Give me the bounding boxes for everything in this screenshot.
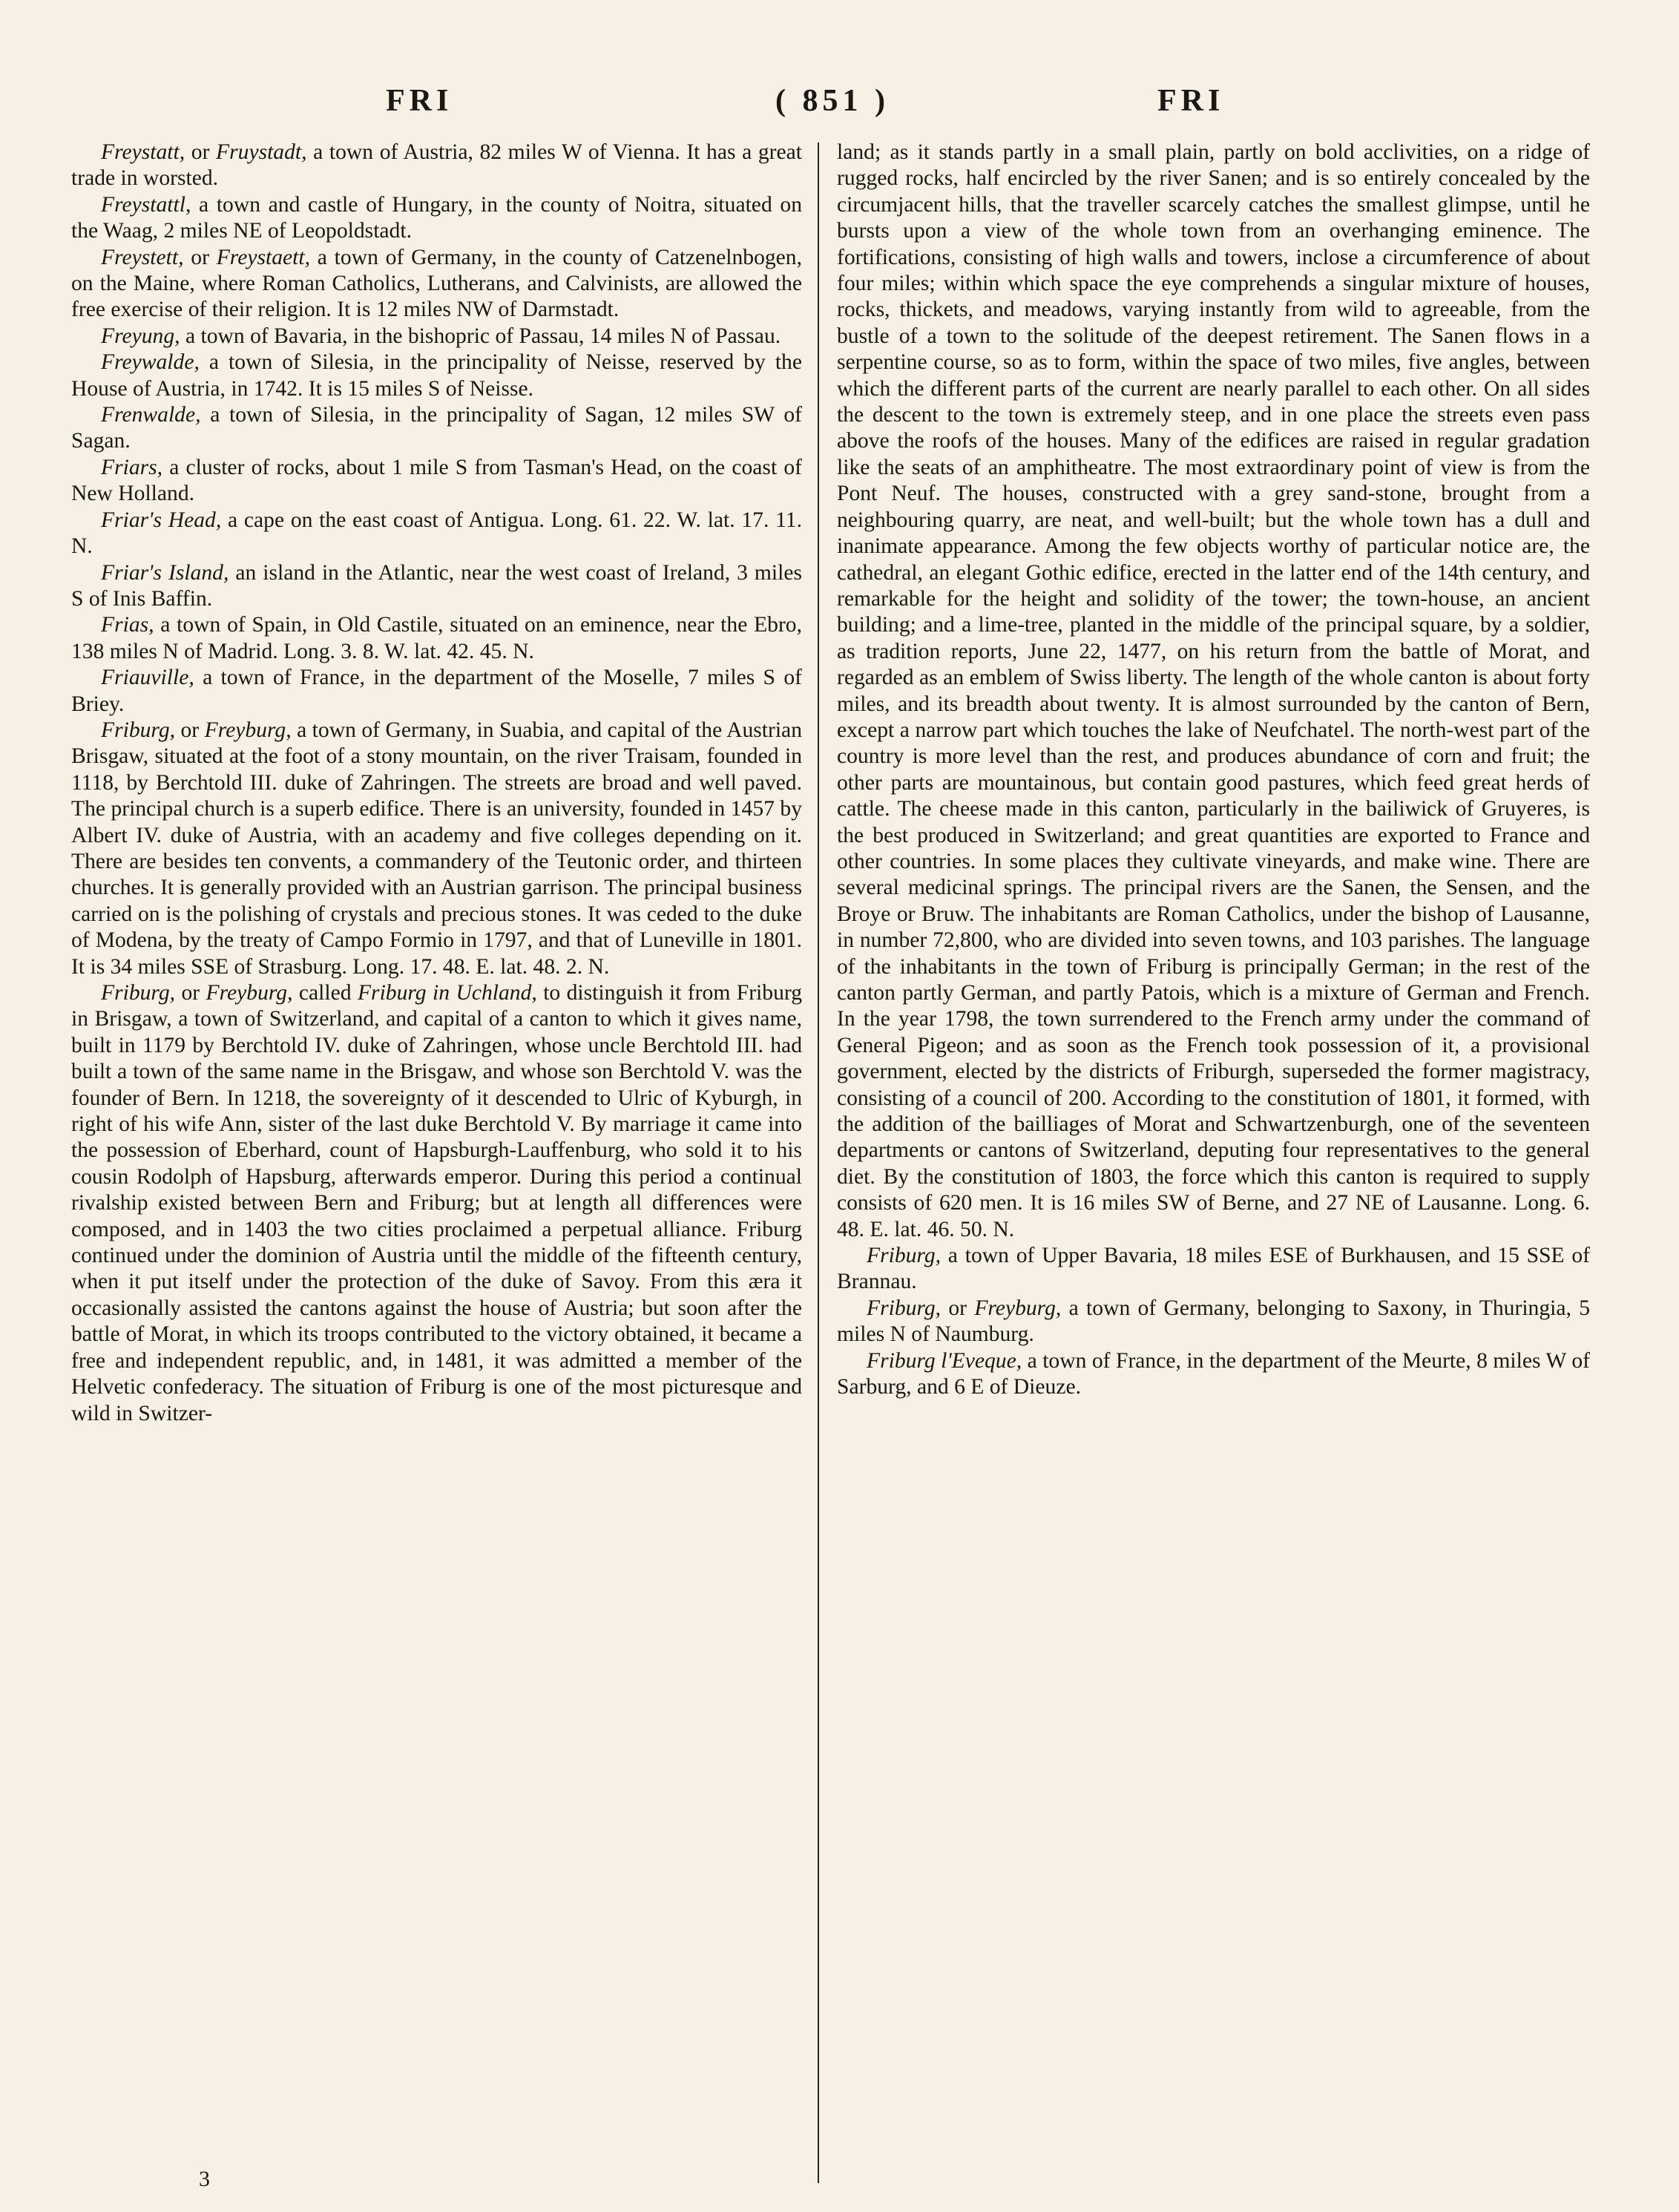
gazetteer-entry	[837, 1348, 1590, 1401]
entry-headword: Friburg,	[867, 1244, 942, 1268]
gazetteer-entry	[71, 455, 802, 508]
entry-headword: Friars,	[101, 455, 163, 479]
entry-text: or	[175, 981, 206, 1005]
entry-text: a town of France, in the department of the Meurte, 8 miles W of Sarburg, and 6 E of Dieuze.	[837, 1348, 1590, 1399]
entry-headword: Freystattl,	[101, 192, 191, 217]
signature-mark: 3	[199, 2167, 210, 2191]
entry-headword: Friburg in Uchland,	[357, 981, 537, 1005]
entry-text: a town of Silesia, in the principality of Sagan, 12 miles SW of Sagan.	[71, 403, 802, 453]
entry-text: a cape on the east coast of Antigua. Long. 61. 22. W. lat. 17. 11. N.	[71, 508, 802, 559]
entry-headword: Freyburg,	[206, 981, 293, 1005]
entry-text: a town of France, in the department of the Moselle, 7 miles S of Briey.	[71, 666, 802, 716]
gazetteer-entry	[837, 140, 1590, 1243]
entry-text: a town of Germany, belonging to Saxony, in Thuringia, 5 miles N of Naumburg.	[837, 1296, 1590, 1347]
entry-text: or	[185, 140, 217, 164]
gazetteer-entry	[71, 192, 802, 245]
entry-headword: Friburg l'Eveque,	[867, 1348, 1022, 1373]
header-right-keyword: FRI	[1157, 84, 1225, 118]
entry-text: land; as it stands partly in a small plain, partly on bold acclivities, on a ridge of rugged rocks, half encircled by the river Sanen; and is so entirely concealed by the circumjacent hills, that the traveller scarcely catches the smallest glimpse, until he bursts upon a view of the whole town from an overhanging eminence. The fortifications, consisting of high walls and towers, inclose a circumference of about four miles; within which space the eye comprehends a singular mixture of houses, rocks, thickets, and meadows, varying instantly from wild to agreeable, from the bustle of a town to the solitude of the deepest retirement. The Sanen flows in a serpentine course, so as to form, within the space of two miles, five angles, between which the different parts of the current are nearly parallel to each other. On all sides the descent to the town is extremely steep, and in one place the streets even pass above the roofs of the houses. Many of the edifices are raised in regular gradation like the seats of an amphitheatre. The most extraordinary point of view is from the Pont Neuf. The houses, constructed with a grey sand-stone, brought from a neighbouring quarry, are neat, and well-built; but the whole town has a dull and inanimate appearance. Among the few objects worthy of particular notice are, the cathedral, an elegant Gothic edifice, erected in the latter end of the 14th century, and remarkable for the height and solidity of the tower; the town-house, an ancient building; and a lime-tree, planted in the middle of the principal square, by a soldier, as tradition reports, June 22, 1477, on his return from the battle of Morat, and regarded as an emblem of Swiss liberty. The length of the whole canton is about forty miles, and its breadth about twenty. It is almost surrounded by the canton of Bern, except a narrow part which touches the lake of Neufchatel. The north-west part of the country is more level than the rest, and produces abundance of corn and fruit; the other parts are mountainous, but contain good pastures, which feed great herds of cattle. The cheese made in this canton, particularly in the bailiwick of Gruyeres, is the best produced in Switzerland; and great quantities are exported to France and other countries. In some places they cultivate vineyards, and make wine. There are several medicinal springs. The principal rivers are the Sanen, the Sensen, and the Broye or Bruw. The inhabitants are Roman Catholics, under the bishop of Lausanne, in number 72,800, who are divided into seven towns, and 103 parishes. The language of the inhabitants in the town of Friburg is principally German; in the rest of the canton partly German, and partly Patois, which is a mixture of German and French. In the year 1798, the town surrendered to the French army under the command of General Pigeon; and as soon as the French took possession of it, a provisional government, elected by the districts of Friburgh, superseded the former magistracy, consisting of a council of 200. According to the constitution of 1801, it formed, with the addition of the bailliages of Morat and Schwartzenburgh, one of the seventeen departments or cantons of Switzerland, deputing four representatives to the general diet. By the constitution of 1803, the force which this canton is required to supply consists of 620 men. It is 16 miles SW of Berne, and 27 NE of Lausanne. Long. 6. 48. E. lat. 46. 50. N.	[837, 140, 1590, 1241]
entry-text: or	[175, 718, 205, 742]
entry-headword: Freystaett,	[216, 245, 310, 269]
entry-text: or	[183, 245, 217, 269]
entry-headword: Frias,	[101, 613, 154, 637]
entry-text: a town of Silesia, in the principality of Neisse, reserved by the House of Austria, in 1742. It is 15 miles S of Neisse.	[71, 350, 802, 401]
entry-headword: Friar's Head,	[101, 508, 222, 532]
running-header	[0, 83, 1679, 128]
gazetteer-entry	[71, 665, 802, 718]
left-column	[71, 140, 802, 1427]
entry-headword: Fruystadt,	[216, 140, 307, 164]
entry-headword: Friauville,	[101, 666, 194, 690]
gazetteer-entry	[71, 508, 802, 560]
column-divider	[818, 142, 819, 2183]
gazetteer-entry	[837, 1243, 1590, 1296]
gazetteer-entry	[71, 560, 802, 613]
page-number: ( 851 )	[775, 84, 890, 118]
entry-text: or	[941, 1296, 975, 1320]
entry-text: a town of Austria, 82 miles W of Vienna. It has a great trade in worsted.	[71, 140, 802, 191]
entry-headword: Friburg,	[867, 1296, 942, 1320]
entry-headword: Freyung,	[101, 324, 180, 348]
entry-headword: Freywalde,	[101, 350, 200, 375]
gazetteer-entry	[71, 140, 802, 192]
entry-headword: Frenwalde,	[101, 403, 201, 427]
entry-text: an island in the Atlantic, near the west coast of Ireland, 3 miles S of Inis Baffin.	[71, 560, 803, 611]
gazetteer-entry	[71, 349, 802, 402]
entry-text: a town of Germany, in Suabia, and capital of the Austrian Brisgaw, situated at the foot of a stony mountain, on the river Traisam, founded in 1118, by Berchtold III. duke of Zahringen. The streets are broad and well paved. The principal church is a superb edifice. There is an university, founded in 1457 by Albert IV. duke of Austria, with an academy and five colleges depending on it. There are besides ten convents, a commandery of the Teutonic order, and thirteen churches. It is generally provided with an Austrian garrison. The principal business carried on is the polishing of crystals and precious stones. It was ceded to the duke of Modena, by the treaty of Campo Formio in 1797, and that of Luneville in 1801. It is 34 miles SSE of Strasburg. Long. 17. 48. E. lat. 48. 2. N.	[71, 718, 802, 979]
entry-headword: Friburg,	[101, 981, 176, 1005]
entry-text: a town of Spain, in Old Castile, situated on an eminence, near the Ebro, 138 miles N of Madrid. Long. 3. 8. W. lat. 42. 45. N.	[71, 613, 802, 663]
entry-headword: Freystett,	[101, 245, 184, 269]
gazetteer-entry	[837, 1296, 1590, 1348]
entry-text: a town of Bavaria, in the bishopric of Passau, 14 miles N of Passau.	[180, 324, 781, 348]
entry-text: to distinguish it from Friburg in Brisgaw, a town of Switzerland, and capital of a canton to which it gives name, built in 1179 by Berchtold IV. duke of Zahringen, whose uncle Berchtold III. had built a town of the same name in the Brisgaw, and whose son Berchtold V. was the founder of Bern. In 1218, the sovereignty of it descended to Ulric of Kyburgh, in right of his wife Ann, sister of the last duke Berchtold V. By marriage it came into the possession of Eberhard, count of Hapsburgh-Lauffenburg, who sold it to his cousin Rodolph of Hapsburg, afterwards emperor. During this period a continual rivalship existed between Bern and Friburg; but at length all differences were composed, and in 1403 the two cities proclaimed a perpetual alliance. Friburg continued under the dominion of Austria until the middle of the fifteenth century, when it put itself under the protection of the duke of Savoy. From this æra it occasionally assisted the cantons against the house of Austria; but soon after the battle of Morat, in which its troops contributed to the victory obtained, it became a free and independent republic, and, in 1481, it was admitted a member of the Helvetic confederacy. The situation of Friburg is one of the most picturesque and wild in Switzer-	[71, 981, 802, 1425]
entry-text: a town of Upper Bavaria, 18 miles ESE of Burkhausen, and 15 SSE of Brannau.	[837, 1244, 1590, 1294]
right-column	[837, 140, 1590, 1401]
gazetteer-entry	[71, 245, 802, 324]
header-left-keyword: FRI	[386, 84, 453, 118]
entry-text: a cluster of rocks, about 1 mile S from Tasman's Head, on the coast of New Holland.	[71, 455, 802, 506]
gazetteer-entry	[71, 324, 802, 349]
entry-headword: Freyburg,	[204, 718, 292, 742]
gazetteer-entry	[71, 402, 802, 455]
entry-text: a town and castle of Hungary, in the county of Noitra, situated on the Waag, 2 miles NE of Leopoldstadt.	[71, 192, 802, 243]
entry-headword: Friburg,	[101, 718, 176, 742]
entry-headword: Friar's Island,	[101, 560, 229, 585]
entry-text: a town of Germany, in the county of Catzenelnbogen, on the Maine, where Roman Catholics, Lutherans, and Calvinists, are allowed the free exercise of their religion. It is 12 miles NW of Darmstadt.	[71, 245, 802, 322]
gazetteer-entry	[71, 980, 802, 1427]
gazetteer-entry	[71, 718, 802, 980]
entry-text: called	[292, 981, 358, 1005]
gazetteer-entry	[71, 612, 802, 665]
entry-headword: Freyburg,	[974, 1296, 1062, 1320]
entry-headword: Freystatt,	[101, 140, 185, 164]
